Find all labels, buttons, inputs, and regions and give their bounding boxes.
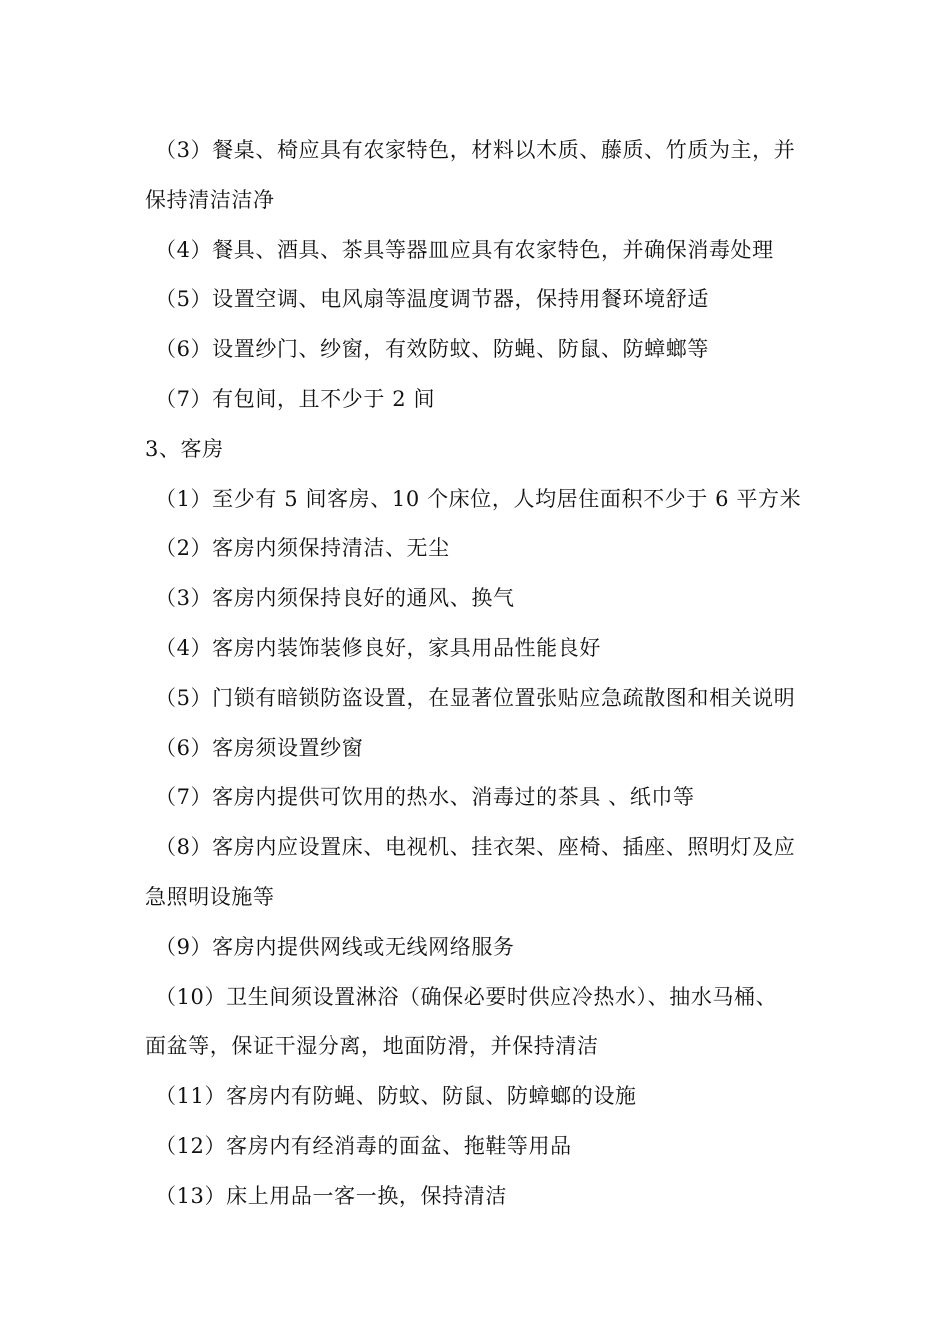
item-bathroom: （10）卫生间须设置淋浴（确保必要时供应冷热水）、抽水马桶、 bbox=[155, 984, 778, 1009]
item-room-network: （9）客房内提供网线或无线网络服务 bbox=[155, 934, 515, 959]
item-temperature: （5）设置空调、电风扇等温度调节器，保持用餐环境舒适 bbox=[155, 287, 709, 312]
item-room-water: （7）客房内提供可饮用的热水、消毒过的茶具 、纸巾等 bbox=[155, 785, 695, 810]
item-room-pest: （11）客房内有防蝇、防蚊、防鼠、防蟑螂的设施 bbox=[155, 1084, 637, 1109]
item-screens: （6）设置纱门、纱窗，有效防蚊、防蝇、防鼠、防蟑螂等 bbox=[155, 337, 709, 362]
item-private-rooms: （7）有包间，且不少于 2 间 bbox=[155, 386, 436, 411]
item-bedding: （13）床上用品一客一换，保持清洁 bbox=[155, 1183, 507, 1208]
section-heading-rooms: 3、客房 bbox=[145, 436, 224, 461]
item-dining-furniture: （3）餐桌、椅应具有农家特色，材料以木质、藤质、竹质为主，并 bbox=[155, 138, 796, 162]
item-tableware: （4）餐具、酒具、茶具等器皿应具有农家特色，并确保消毒处理 bbox=[155, 237, 774, 262]
item-room-screen: （6）客房须设置纱窗 bbox=[155, 735, 364, 760]
item-room-furnishing: （8）客房内应设置床、电视机、挂衣架、座椅、插座、照明灯及应 bbox=[155, 835, 796, 860]
item-room-decoration: （4）客房内装饰装修良好，家具用品性能良好 bbox=[155, 635, 601, 660]
item-dining-furniture-cont: 保持清洁洁净 bbox=[145, 187, 275, 212]
item-room-lock: （5）门锁有暗锁防盗设置，在显著位置张贴应急疏散图和相关说明 bbox=[155, 685, 796, 710]
item-room-count: （1）至少有 5 间客房、10 个床位，人均居住面积不少于 6 平方米 bbox=[155, 486, 802, 511]
item-room-supplies: （12）客房内有经消毒的面盆、拖鞋等用品 bbox=[155, 1133, 572, 1158]
item-bathroom-cont: 面盆等，保证干湿分离，地面防滑，并保持清洁 bbox=[145, 1034, 599, 1059]
item-room-furnishing-cont: 急照明设施等 bbox=[145, 884, 275, 909]
item-room-ventilation: （3）客房内须保持良好的通风、换气 bbox=[155, 586, 515, 611]
document-body bbox=[145, 126, 815, 1222]
item-room-clean: （2）客房内须保持清洁、无尘 bbox=[155, 536, 450, 561]
